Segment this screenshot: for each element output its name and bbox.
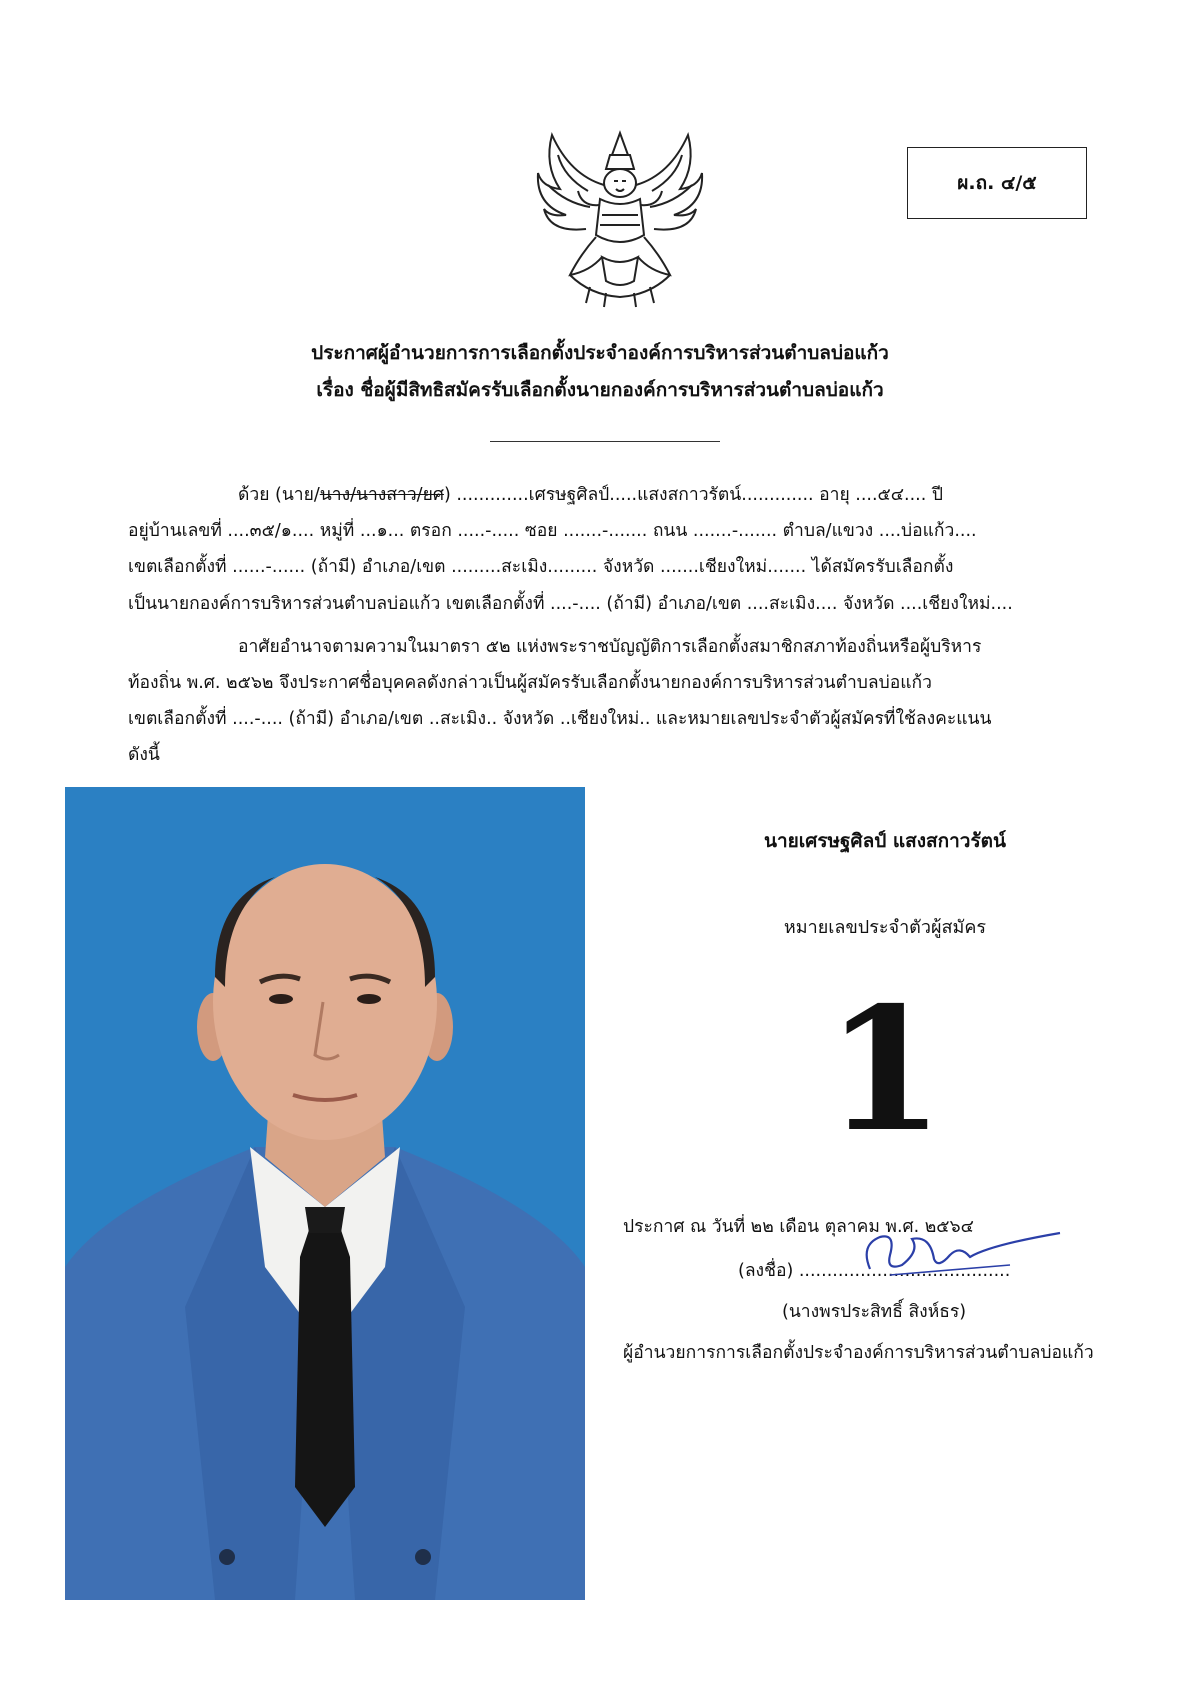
signer-position: ผู้อำนวยการการเลือกตั้งประจำองค์การบริหารส่วนตำบลบ่อแก้ว <box>623 1343 1094 1363</box>
paragraph2-line3: เขตเลือกตั้งที่ ....-.... (ถ้ามี) อำเภอ/เขต ..สะเมิง.. จังหวัด ..เชียงใหม่.. และหมายเลขประจำตัวผู้สมัครที่ใช้ลงคะแนน <box>128 709 992 729</box>
form-code-box <box>907 147 1087 219</box>
sign-label: (ลงชื่อ) ...................................... <box>738 1261 1011 1281</box>
paragraph1-line1 <box>238 478 943 512</box>
garuda-emblem-icon <box>530 125 710 310</box>
candidate-number-caption: หมายเลขประจำตัวผู้สมัคร <box>783 917 987 938</box>
paragraph2-line2: ท้องถิ่น พ.ศ. ๒๕๖๒ จึงประกาศชื่อบุคคลดังกล่าวเป็นผู้สมัครรับเลือกตั้งนายกองค์การบริหารส่วนตำบลบ่อแก้ว <box>128 673 932 693</box>
form-code: ผ.ถ. ๔/๕ <box>957 172 1037 194</box>
title-divider <box>490 441 720 442</box>
paragraph1-line3: เขตเลือกตั้งที่ ......-...... (ถ้ามี) อำเภอ/เขต .........สะเมิง......... จังหวัด .......เชียงใหม่....... ได้สมัครรับเลือกตั้ง <box>128 557 954 577</box>
handwritten-signature <box>850 1225 1070 1285</box>
paragraph2-line1: อาศัยอำนาจตามความในมาตรา ๕๒ แห่งพระราชบัญญัติการเลือกตั้งสมาชิกสภาท้องถิ่นหรือผู้บริหาร <box>238 637 982 657</box>
paragraph2-line4: ดังนี้ <box>128 745 160 765</box>
paragraph1-line2: อยู่บ้านเลขที่ ....๓๕/๑.... หมู่ที่ ...๑... ตรอก .....-..... ซอย .......-....... ถนน .......-....... ตำบล/แขวง ....บ่อแก้ว.... <box>128 521 977 541</box>
paragraph1-line1-prefix: ด้วย (นาย/ <box>238 485 320 505</box>
paragraph1-line4: เป็นนายกองค์การบริหารส่วนตำบลบ่อแก้ว เขตเลือกตั้งที่ ....-.... (ถ้ามี) อำเภอ/เขต ....สะเมิง.... จังหวัด ....เชียงใหม่.... <box>128 594 1013 614</box>
candidate-photo <box>65 787 585 1600</box>
signer-name: (นางพรประสิทธิ์ สิงห์ธร) <box>782 1302 967 1322</box>
struck-title-options: นาง/นางสาว/ยศ <box>319 485 444 505</box>
candidate-number: 1 <box>825 970 945 1170</box>
announcement-title: ประกาศผู้อำนวยการการเลือกตั้งประจำองค์การบริหารส่วนตำบลบ่อแก้ว <box>311 342 889 364</box>
paragraph1-line1-suffix: ) .............เศรษฐศิลป์.....แสงสกาวรัตน์............. อายุ ....๕๔.... ปี <box>443 485 943 505</box>
candidate-name: นายเศรษฐศิลป์ แสงสกาวรัตน์ <box>763 830 1007 852</box>
announcement-date: ประกาศ ณ วันที่ ๒๒ เดือน ตุลาคม พ.ศ. ๒๕๖๔ <box>623 1217 974 1237</box>
announcement-subject: เรื่อง ชื่อผู้มีสิทธิสมัครรับเลือกตั้งนายกองค์การบริหารส่วนตำบลบ่อแก้ว <box>316 379 884 401</box>
